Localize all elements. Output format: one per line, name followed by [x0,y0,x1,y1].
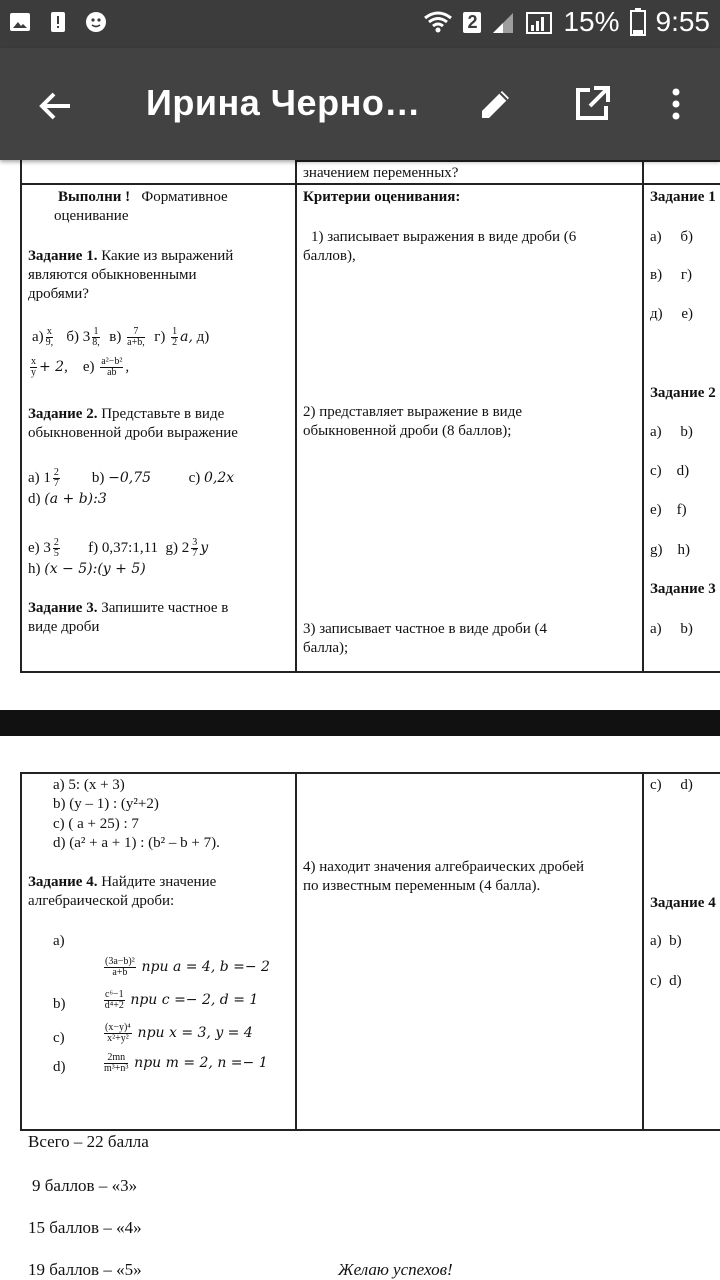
criteria-3-line2: балла); [303,640,349,656]
z4-row2: c) d) [650,973,682,989]
task-header-line2: оценивание [54,208,129,224]
cut-question-text: значением переменных? [303,165,459,181]
right-col-header: Задание 1 [650,189,716,205]
wifi-icon [423,9,453,35]
task2-row1: a) 1 $\frac{2}{7}$ b) −0,75 c) 0,2x [28,467,235,490]
criteria-header: Критерии оценивания: [303,189,461,205]
criteria-2: 2) представляет выражение в виде [303,404,522,420]
z1-row2: в) г) [650,267,692,283]
task4-expr-c: $\frac{\text{(x−y)⁴}}{\text{x²+y²}}$ при x = 3, y = 4 [105,1022,253,1045]
z3-row: a) b) [650,621,693,637]
grade-5: 19 баллов – «5» [28,1260,142,1279]
z3-header: Задание 3 [650,581,716,597]
task4-expr-d: $\frac{2mn}{\text{m³+n³}}$ при m = 2, n =− 1 [104,1052,268,1075]
criteria-4: 4) находит значения алгебраических дробей [303,859,585,875]
criteria-2-line2: обыкновенной дроби (8 баллов); [303,423,512,439]
task3-item-c: c) ( a + 25) : 7 [53,816,139,832]
task1-text-3: дробями? [28,286,89,302]
criteria-1-line2: баллов), [303,248,356,264]
task3-text: Задание 3. Запишите частное в [28,600,229,616]
open-external-icon[interactable] [572,84,612,124]
status-bar [0,0,720,48]
back-arrow-icon[interactable] [36,86,76,126]
task4-d-label: d) [53,1059,66,1075]
task4-b-label: b) [53,996,66,1012]
signal-weak-icon [491,9,515,35]
task4-expr-b: $\frac{\text{c⁶−1}}{\text{d⁴+2}}$ при c =− 2, d = 1 [104,989,259,1012]
document-page-1 [0,160,720,710]
task4-text-2: алгебраической дроби: [28,893,175,909]
total-score: Всего – 22 балла [28,1132,149,1151]
task3-text-2: виде дроби [28,619,100,635]
more-vert-icon[interactable] [656,84,696,124]
z2-row4: g) h) [650,542,690,558]
criteria-3: 3) записывает частное в виде дроби (4 [303,621,547,637]
image-icon [8,10,32,34]
document-page-2 [0,736,720,1280]
task4-expr-a: $\frac{\text{(3a−b)²}}{a+b}$ при a = 4, b =− 2 [105,956,270,979]
page-separator [0,710,720,736]
z2-row2: c) d) [650,463,690,479]
p2-row: c) d) [650,777,693,793]
battery-icon [630,8,646,36]
z2-header: Задание 2 [650,385,716,401]
z4-header: Задание 4 [650,895,716,911]
z1-row3: д) е) [650,306,694,322]
task3-item-a: a) 5: (x + 3) [53,777,125,793]
app-bar [0,48,720,160]
alert-icon [46,10,70,34]
task1-options-row2: $\frac{x}{y}$ + 2, е) $\frac{\text{a²−b²}}{ab}$ , [31,356,130,379]
sim-badge: 2 [463,12,481,33]
grade-4: 15 баллов – «4» [28,1218,142,1237]
grade-3: 9 баллов – «3» [32,1176,138,1195]
z4-row1: a) b) [650,933,682,949]
signal-icon [525,9,553,35]
edit-pencil-icon[interactable] [476,84,516,124]
task2-row4: h) (x − 5):(y + 5) [28,561,146,577]
task1-options-row1: а) $\frac{x}{9,}$ б) 3 $\frac{1}{8,}$ в) $\frac{7}{a+b,}$ г) $\frac{1}{2}$ a, д) [32,326,210,349]
task4-text: Задание 4. Найдите значение [28,874,217,890]
criteria-1: 1) записывает выражения в виде дроби (6 [311,229,577,245]
task4-c-label: c) [53,1030,65,1046]
z2-row3: e) f) [650,502,687,518]
criteria-4-line2: по известным переменным (4 балла). [303,878,541,894]
battery-percent: 15% [563,6,620,37]
z1-row1: а) б) [650,229,694,245]
task1-text: Задание 1. Какие из выражений [28,248,234,264]
task3-item-b: b) (y – 1) : (y²+2) [53,796,159,812]
task-header: Выполни ! Формативное [58,189,228,205]
clock: 9:55 [655,6,710,37]
task2-row3: e) 3 $\frac{2}{5}$ f) 0,37:1,11 g) 2 $\frac{3}{7}$ y [28,537,209,560]
z2-row1: a) b) [650,424,693,440]
task3-item-d: d) (a² + a + 1) : (b² – b + 7). [53,835,220,851]
task4-a-label: a) [53,933,65,949]
task2-text-2: обыкновенной дроби выражение [28,425,238,441]
good-luck-text: Желаю успехов! [338,1260,453,1279]
face-app-icon [84,10,108,34]
task2-row2: d) (a + b):3 [28,491,107,507]
task1-text-2: являются обыкновенными [28,267,197,283]
task2-text: Задание 2. Представьте в виде [28,406,225,422]
conversation-title: Ирина Черно… [146,82,421,123]
